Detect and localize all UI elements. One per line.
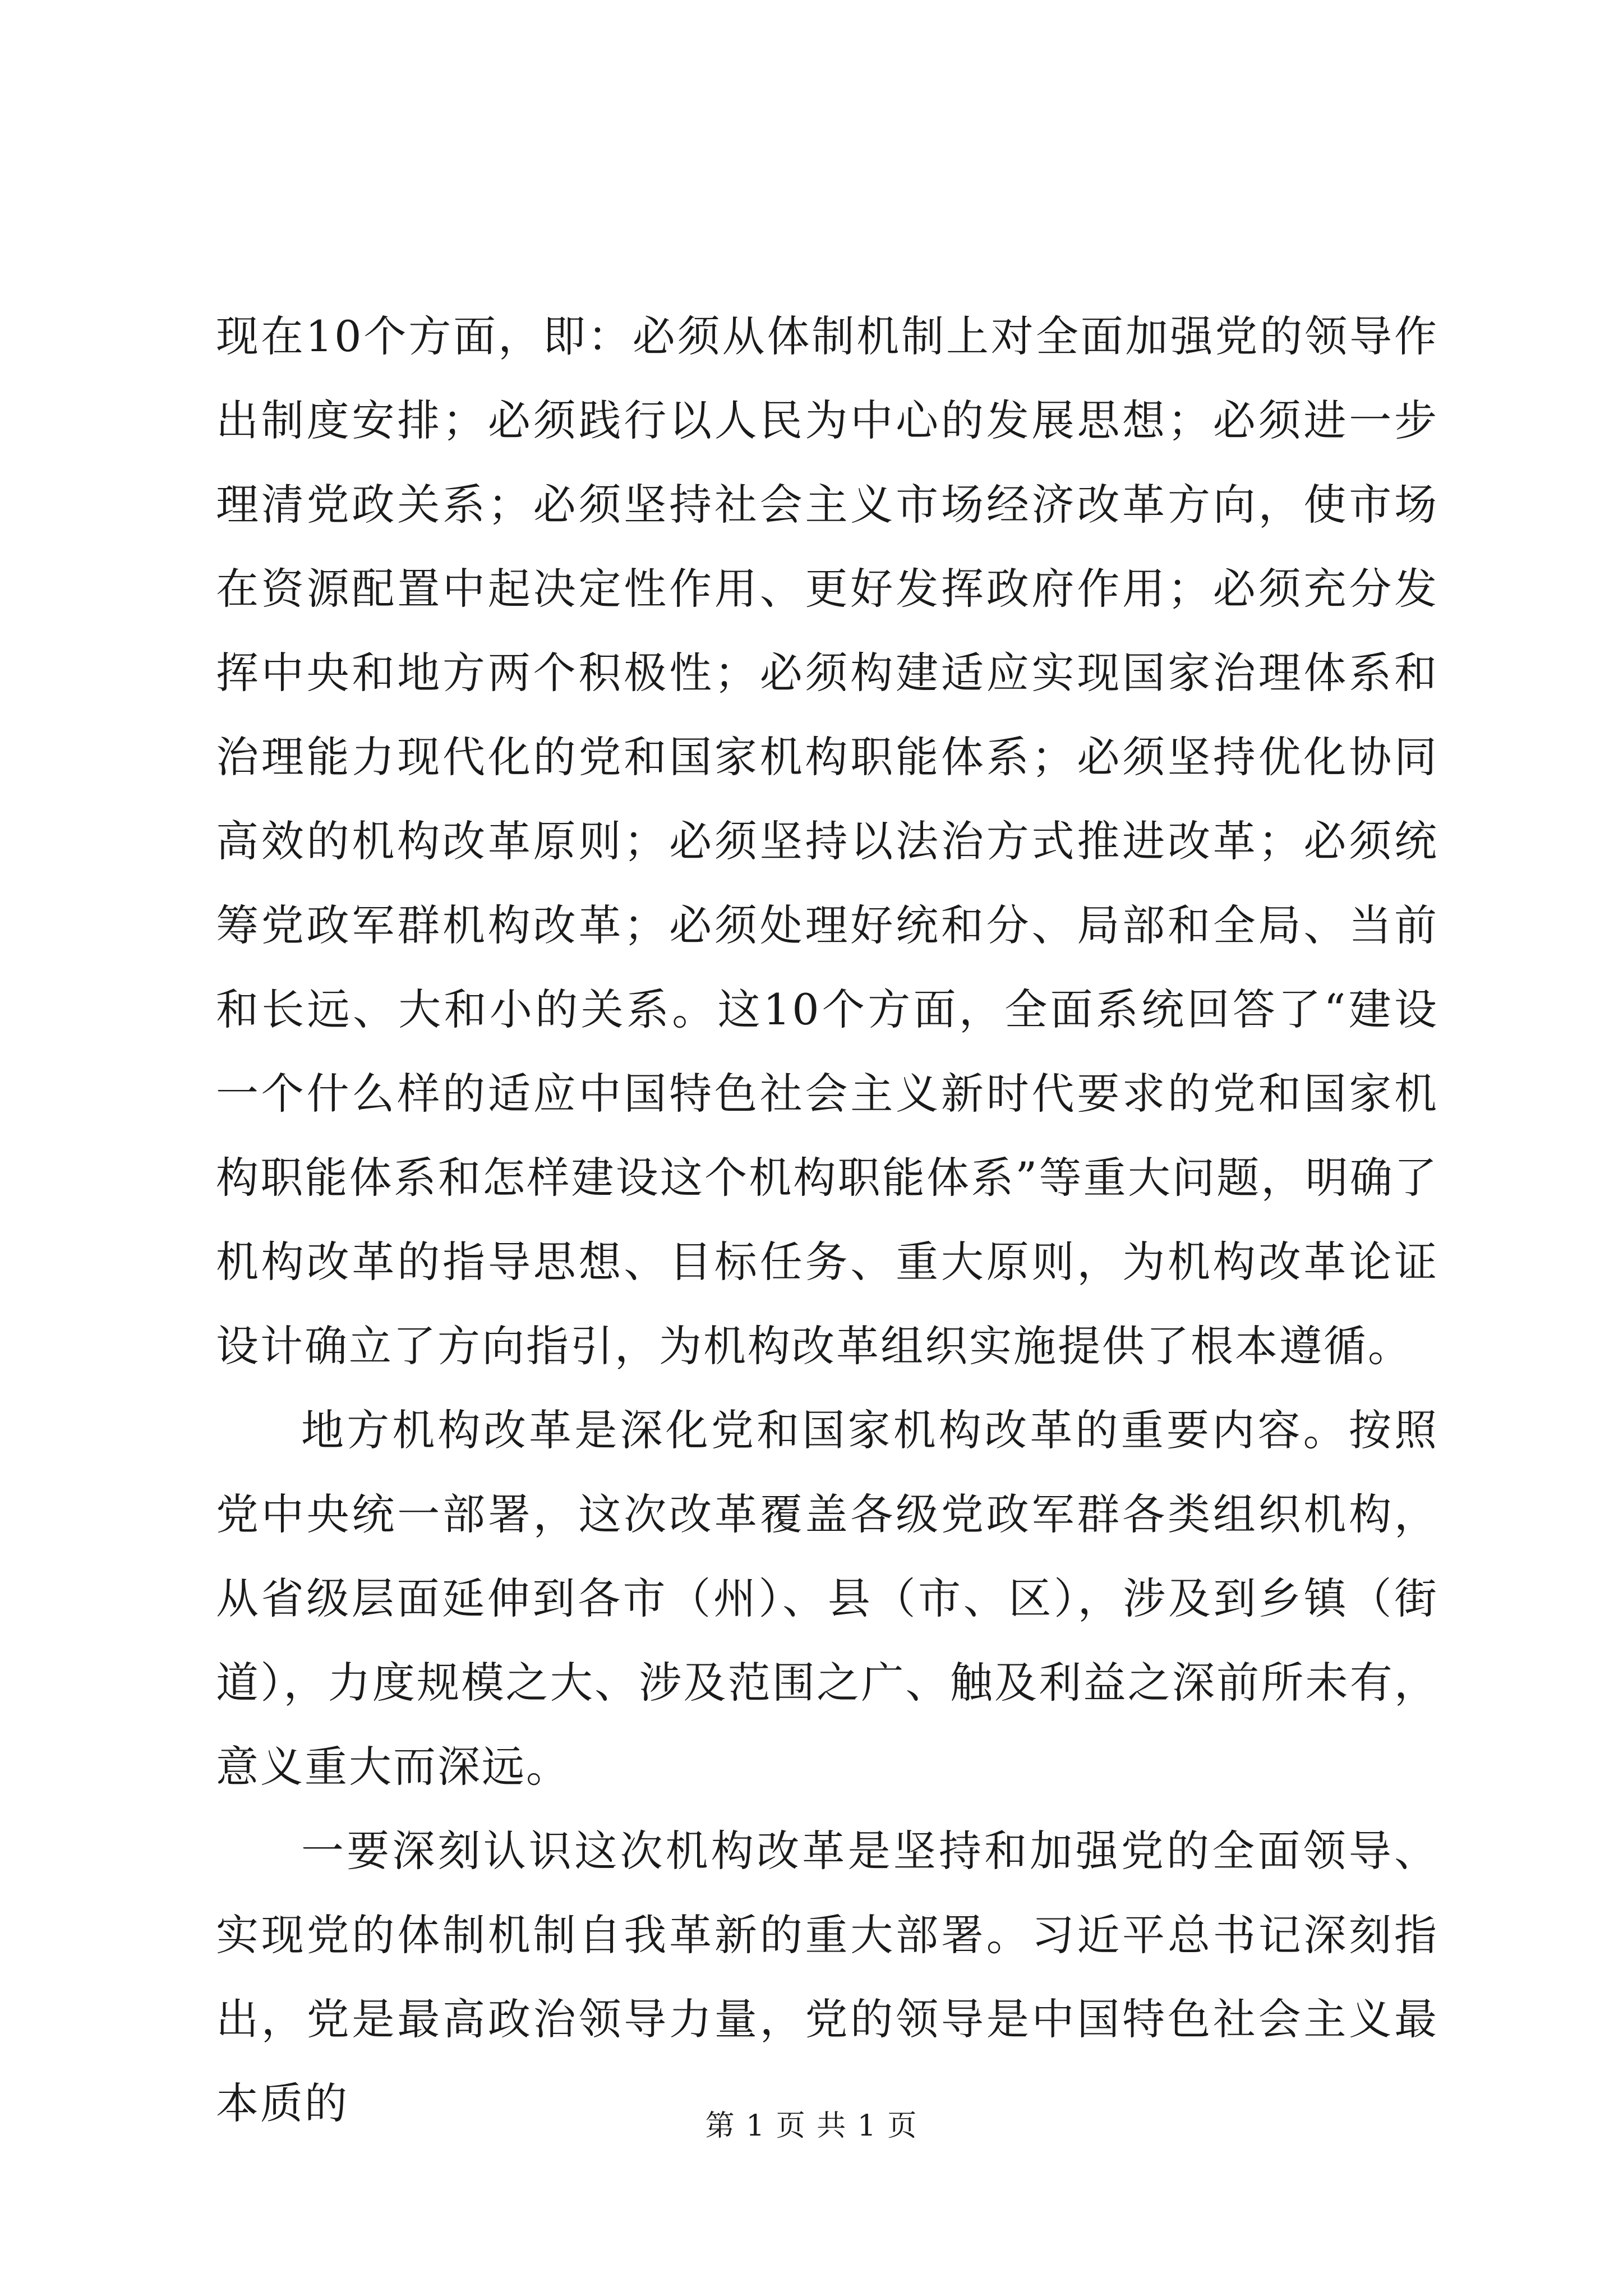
page-footer: 第 1 页 共 1 页: [705, 2109, 918, 2143]
paragraph-1: 现在10个方面，即：必须从体制机制上对全面加强党的领导作出制度安排；必须践行以人民为中心的发展思想；必须进一步理清党政关系；必须坚持社会主义市场经济改革方向，使市场在资源配置中起决定性作用、更好发挥政府作用；必须充分发挥中央和地方两个积极性；必须构建适应实现国家治理体系和治理能力现代化的党和国家机构职能体系；必须坚持优化协同高效的机构改革原则；必须坚持以法治方式推进改革；必须统筹党政军群机构改革；必须处理好统和分、局部和全局、当前和长远、大和小的关系。这10个方面，全面系统回答了“建设一个什么样的适应中国特色社会主义新时代要求的党和国家机构职能体系和怎样建设这个机构职能体系”等重大问题，明确了机构改革的指导思想、目标任务、重大原则，为机构改革论证设计确立了方向指引，为机构改革组织实施提供了根本遵循。: [216, 311, 1438, 1371]
paragraph-2: 地方机构改革是深化党和国家机构改革的重要内容。按照党中央统一部署，这次改革覆盖各级党政军群各类组织机构，从省级层面延伸到各市（州）、县（市、区），涉及到乡镇（街道），力度规模之大、涉及范围之广、触及利益之深前所未有，意义重大而深远。: [216, 1405, 1438, 1792]
document-body: [216, 295, 1438, 2146]
paragraph-3: 一要深刻认识这次机构改革是坚持和加强党的全面领导、实现党的体制机制自我革新的重大部署。习近平总书记深刻指出，党是最高政治领导力量，党的领导是中国特色社会主义最本质的: [216, 1826, 1438, 2128]
